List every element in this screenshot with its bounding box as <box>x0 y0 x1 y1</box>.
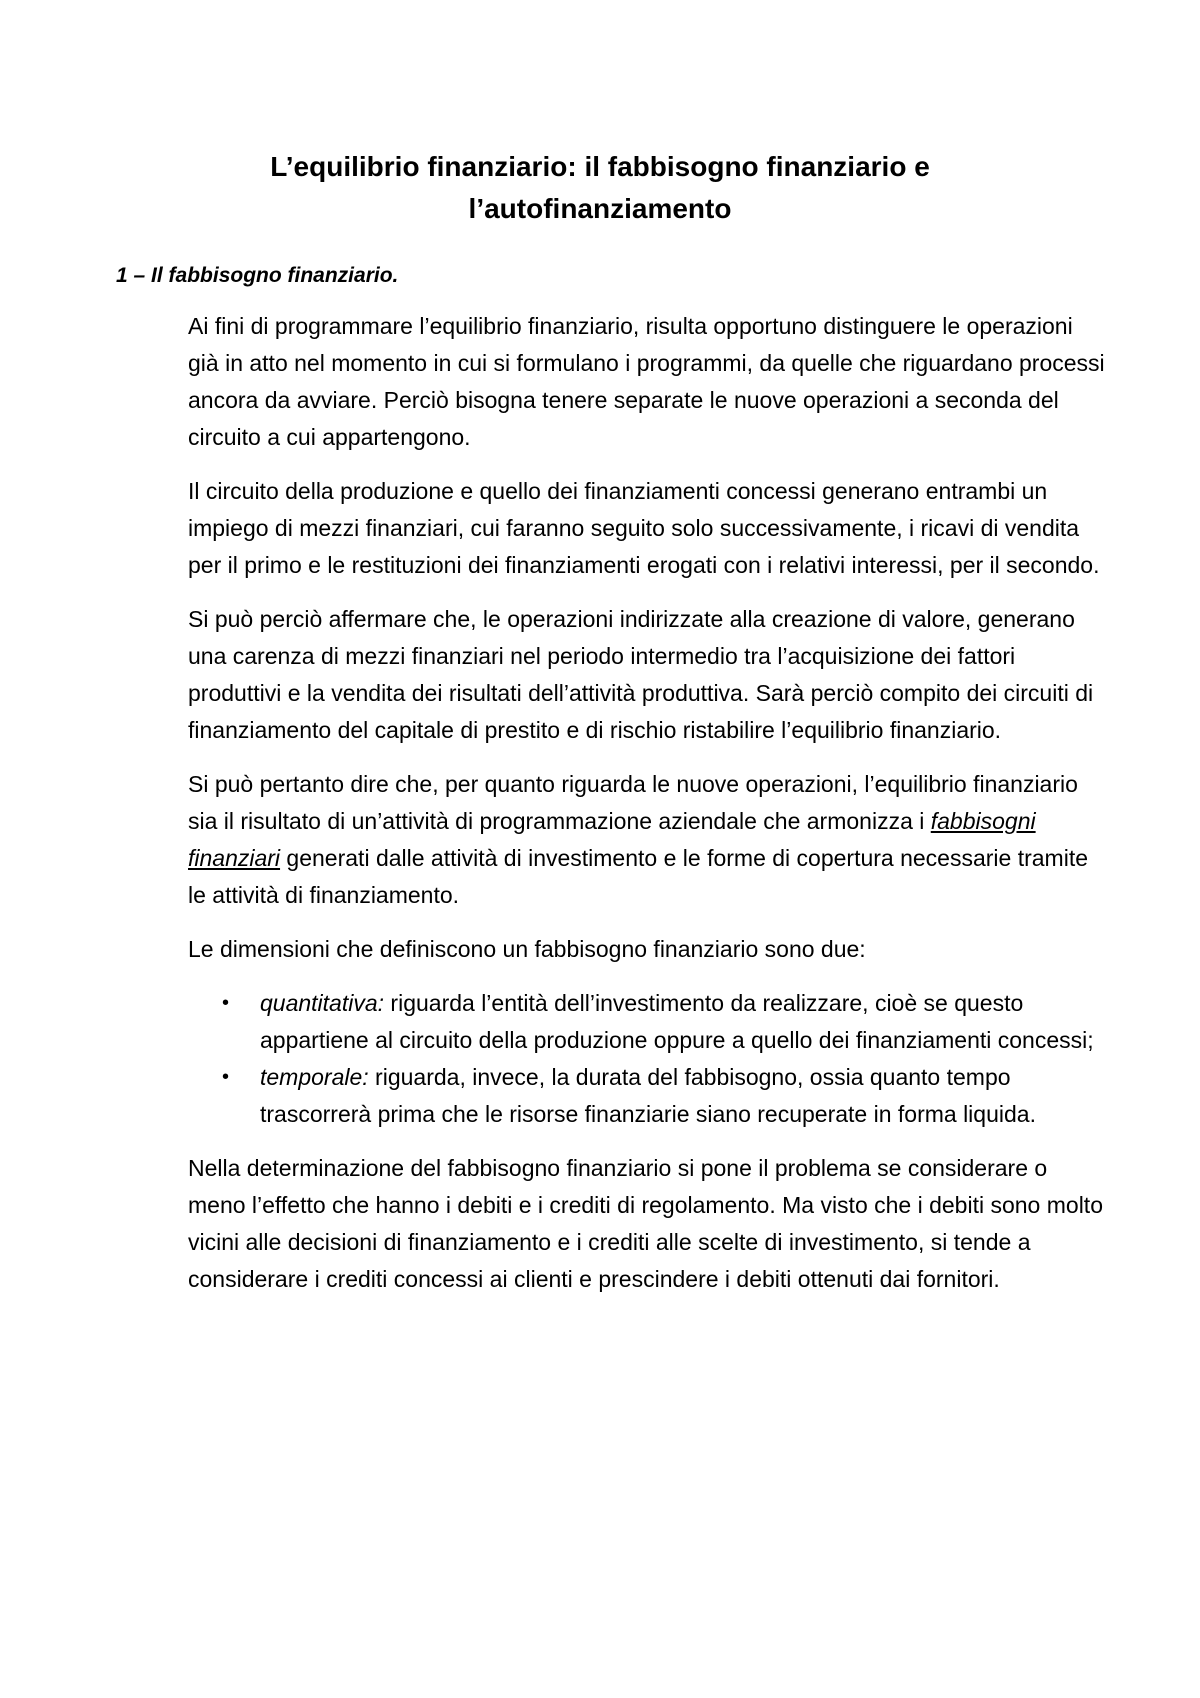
bullet-icon: • <box>222 992 230 1014</box>
bullet-icon: • <box>222 1066 230 1088</box>
paragraph-4-before: Si può pertanto dire che, per quanto riguarda le nuove operazioni, l’equilibrio finanziario sia il risultato di un’attività di programmazione aziendale che armonizza i <box>188 771 1078 834</box>
paragraph-1: Ai fini di programmare l’equilibrio finanziario, risulta opportuno distinguere le operazioni già in atto nel momento in cui si formulano i programmi, da quelle che riguardano processi ancora da avviare. Perciò bisogna tenere separate le nuove operazioni a seconda del circuito a cui appartengono. <box>188 313 1105 450</box>
section-heading: 1 – Il fabbisogno finanziario. <box>116 264 399 287</box>
paragraph-4 <box>188 766 1108 914</box>
paragraph-2: Il circuito della produzione e quello dei finanziamenti concessi generano entrambi un impiego di mezzi finanziari, cui faranno seguito solo successivamente, i ricavi di vendita per il primo e le restituzioni dei finanziamenti erogati con i relativi interessi, per il secondo. <box>188 478 1100 578</box>
paragraph-5: Le dimensioni che definiscono un fabbisogno finanziario sono due: <box>188 936 866 962</box>
list-item-text: riguarda, invece, la durata del fabbisogno, ossia quanto tempo trascorrerà prima che le risorse finanziarie siano recuperate in forma liquida. <box>260 1064 1036 1127</box>
title-line-2: l’autofinanziamento <box>468 193 732 224</box>
dimensions-list <box>188 985 1108 1133</box>
document-body <box>188 308 1108 1315</box>
title-line-1: L’equilibrio finanziario: il fabbisogno finanziario e <box>270 151 930 182</box>
list-item-term: quantitativa: <box>260 990 385 1016</box>
underlined-term: fabbisogni finanziari <box>188 808 1036 871</box>
document-title <box>0 146 1200 230</box>
list-item-text: riguarda l’entità dell’investimento da realizzare, cioè se questo appartiene al circuito della produzione oppure a quello dei finanziamenti concessi; <box>260 990 1094 1053</box>
list-item <box>188 1059 1108 1133</box>
paragraph-6: Nella determinazione del fabbisogno finanziario si pone il problema se considerare o meno l’effetto che hanno i debiti e i crediti di regolamento. Ma visto che i debiti sono molto vicini alle decisioni di finanziamento e i crediti alle scelte di investimento, si tende a considerare i crediti concessi ai clienti e prescindere i debiti ottenuti dai fornitori. <box>188 1155 1103 1292</box>
paragraph-3: Si può perciò affermare che, le operazioni indirizzate alla creazione di valore, generano una carenza di mezzi finanziari nel periodo intermedio tra l’acquisizione dei fattori produttivi e la vendita dei risultati dell’attività produttiva. Sarà perciò compito dei circuiti di finanziamento del capitale di prestito e di rischio ristabilire l’equilibrio finanziario. <box>188 606 1094 743</box>
list-item <box>188 985 1108 1059</box>
paragraph-4-after: generati dalle attività di investimento e le forme di copertura necessarie tramite le attività di finanziamento. <box>188 845 1089 908</box>
list-item-term: temporale: <box>260 1064 369 1090</box>
